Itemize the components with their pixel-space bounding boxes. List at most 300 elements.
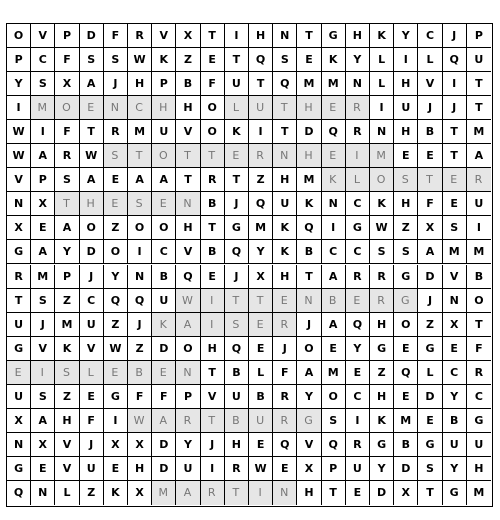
grid-cell: I <box>31 361 55 385</box>
grid-cell: E <box>7 361 31 385</box>
grid-cell: Q <box>346 313 370 337</box>
grid-cell: L <box>370 48 394 72</box>
grid-cell: U <box>249 96 273 120</box>
grid-cell: S <box>128 192 152 216</box>
grid-cell: B <box>443 409 467 433</box>
grid-cell: N <box>7 433 31 457</box>
grid-cell: K <box>370 24 394 48</box>
grid-cell: U <box>152 120 176 144</box>
grid-cell: H <box>394 192 418 216</box>
grid-cell: I <box>201 313 225 337</box>
grid-cell: A <box>31 409 55 433</box>
grid-cell: T <box>273 120 297 144</box>
grid-cell: I <box>31 120 55 144</box>
grid-cell: A <box>128 168 152 192</box>
grid-cell: M <box>128 120 152 144</box>
grid-cell: C <box>31 48 55 72</box>
grid-cell: H <box>297 481 321 505</box>
grid-cell: I <box>346 409 370 433</box>
grid-cell: D <box>152 457 176 481</box>
grid-cell: O <box>322 385 346 409</box>
grid-cell: J <box>273 337 297 361</box>
grid-cell: S <box>104 48 128 72</box>
grid-cell: T <box>128 144 152 168</box>
grid-cell: B <box>467 265 491 289</box>
grid-cell: P <box>31 168 55 192</box>
grid-cell: R <box>201 168 225 192</box>
grid-cell: M <box>31 265 55 289</box>
grid-cell: I <box>322 216 346 240</box>
grid-cell: O <box>104 240 128 264</box>
grid-cell: G <box>104 385 128 409</box>
grid-cell: E <box>249 433 273 457</box>
grid-cell: G <box>7 240 31 264</box>
grid-cell: J <box>418 289 442 313</box>
grid-cell: A <box>176 313 200 337</box>
grid-cell: O <box>128 216 152 240</box>
grid-cell: S <box>55 168 79 192</box>
grid-cell: D <box>80 240 104 264</box>
grid-cell: H <box>467 457 491 481</box>
grid-cell: H <box>152 96 176 120</box>
grid-cell: H <box>370 385 394 409</box>
grid-cell: G <box>7 337 31 361</box>
grid-cell: S <box>443 216 467 240</box>
grid-cell: G <box>322 24 346 48</box>
grid-cell: R <box>467 168 491 192</box>
grid-cell: R <box>7 265 31 289</box>
grid-cell: I <box>370 96 394 120</box>
grid-cell: D <box>418 265 442 289</box>
grid-cell: C <box>346 385 370 409</box>
grid-cell: F <box>104 24 128 48</box>
grid-cell: Z <box>418 313 442 337</box>
grid-cell: V <box>31 24 55 48</box>
grid-cell: V <box>31 337 55 361</box>
grid-cell: G <box>370 433 394 457</box>
grid-cell: R <box>225 457 249 481</box>
grid-cell: V <box>7 168 31 192</box>
grid-cell: M <box>55 313 79 337</box>
grid-cell: K <box>55 337 79 361</box>
grid-cell: T <box>418 481 442 505</box>
grid-cell: F <box>55 120 79 144</box>
grid-cell: U <box>394 96 418 120</box>
grid-cell: T <box>225 289 249 313</box>
grid-cell: X <box>104 433 128 457</box>
grid-cell: Q <box>7 481 31 505</box>
grid-cell: I <box>7 96 31 120</box>
grid-cell: X <box>443 313 467 337</box>
grid-cell: O <box>7 24 31 48</box>
grid-cell: A <box>80 72 104 96</box>
grid-cell: Q <box>273 72 297 96</box>
grid-cell: O <box>394 313 418 337</box>
grid-cell: H <box>370 313 394 337</box>
grid-cell: T <box>249 72 273 96</box>
grid-cell: F <box>128 385 152 409</box>
grid-cell: U <box>467 48 491 72</box>
grid-cell: A <box>31 240 55 264</box>
grid-cell: F <box>273 361 297 385</box>
grid-cell: H <box>273 168 297 192</box>
grid-cell: X <box>176 24 200 48</box>
grid-cell: S <box>394 168 418 192</box>
grid-cell: U <box>80 313 104 337</box>
grid-cell: R <box>346 265 370 289</box>
grid-cell: U <box>467 433 491 457</box>
grid-cell: N <box>176 361 200 385</box>
grid-cell: F <box>55 48 79 72</box>
grid-cell: T <box>443 144 467 168</box>
grid-cell: L <box>249 361 273 385</box>
grid-cell: J <box>201 433 225 457</box>
grid-cell: B <box>201 240 225 264</box>
grid-cell: P <box>55 265 79 289</box>
grid-cell: Z <box>176 48 200 72</box>
grid-cell: C <box>467 385 491 409</box>
grid-cell: H <box>128 72 152 96</box>
grid-cell: K <box>322 48 346 72</box>
grid-cell: E <box>346 289 370 313</box>
grid-cell: E <box>322 144 346 168</box>
grid-cell: K <box>152 48 176 72</box>
grid-cell: C <box>418 24 442 48</box>
grid-cell: V <box>80 337 104 361</box>
grid-cell: E <box>443 337 467 361</box>
grid-cell: T <box>201 144 225 168</box>
grid-cell: X <box>128 481 152 505</box>
grid-cell: S <box>225 313 249 337</box>
grid-cell: W <box>128 48 152 72</box>
grid-cell: E <box>394 144 418 168</box>
grid-cell: V <box>55 433 79 457</box>
grid-cell: N <box>346 72 370 96</box>
grid-cell: N <box>176 192 200 216</box>
grid-cell: U <box>176 457 200 481</box>
grid-cell: N <box>273 144 297 168</box>
grid-cell: T <box>201 361 225 385</box>
grid-cell: F <box>467 337 491 361</box>
grid-cell: G <box>346 216 370 240</box>
grid-cell: S <box>31 385 55 409</box>
grid-cell: Y <box>346 337 370 361</box>
grid-cell: T <box>55 192 79 216</box>
grid-cell: R <box>467 361 491 385</box>
grid-cell: S <box>394 240 418 264</box>
grid-cell: E <box>322 337 346 361</box>
grid-cell: J <box>225 265 249 289</box>
grid-cell: U <box>152 289 176 313</box>
grid-cell: C <box>322 240 346 264</box>
grid-cell: H <box>176 216 200 240</box>
grid-cell: V <box>176 240 200 264</box>
grid-cell: X <box>418 216 442 240</box>
grid-cell: T <box>7 289 31 313</box>
grid-cell: S <box>80 48 104 72</box>
grid-cell: H <box>273 265 297 289</box>
grid-cell: E <box>418 409 442 433</box>
grid-cell: U <box>249 409 273 433</box>
grid-cell: T <box>201 216 225 240</box>
grid-cell: A <box>418 240 442 264</box>
grid-cell: P <box>467 24 491 48</box>
grid-cell: R <box>346 433 370 457</box>
grid-cell: S <box>370 240 394 264</box>
grid-cell: E <box>225 144 249 168</box>
grid-cell: X <box>55 72 79 96</box>
grid-cell: O <box>297 337 321 361</box>
grid-cell: T <box>201 409 225 433</box>
grid-cell: T <box>176 144 200 168</box>
grid-cell: T <box>322 481 346 505</box>
grid-cell: M <box>322 361 346 385</box>
grid-cell: E <box>418 144 442 168</box>
grid-cell: U <box>80 457 104 481</box>
grid-cell: C <box>346 240 370 264</box>
grid-cell: W <box>176 289 200 313</box>
grid-cell: H <box>249 24 273 48</box>
grid-cell: J <box>443 24 467 48</box>
grid-cell: D <box>80 24 104 48</box>
grid-cell: G <box>297 409 321 433</box>
grid-cell: M <box>249 216 273 240</box>
grid-cell: E <box>297 48 321 72</box>
grid-cell: Q <box>394 361 418 385</box>
grid-cell: T <box>225 48 249 72</box>
grid-cell: E <box>201 48 225 72</box>
grid-cell: W <box>80 144 104 168</box>
grid-cell: H <box>55 409 79 433</box>
grid-cell: H <box>297 144 321 168</box>
grid-cell: U <box>7 385 31 409</box>
grid-cell: C <box>80 289 104 313</box>
grid-cell: M <box>322 72 346 96</box>
grid-cell: O <box>201 120 225 144</box>
grid-cell: H <box>201 337 225 361</box>
grid-cell: M <box>152 481 176 505</box>
grid-cell: J <box>418 96 442 120</box>
grid-cell: L <box>225 96 249 120</box>
grid-cell: B <box>128 361 152 385</box>
grid-cell: Y <box>249 240 273 264</box>
grid-cell: F <box>152 385 176 409</box>
grid-cell: H <box>346 24 370 48</box>
grid-cell: C <box>443 361 467 385</box>
grid-cell: X <box>31 433 55 457</box>
grid-cell: M <box>473 486 485 500</box>
grid-cell: T <box>273 96 297 120</box>
grid-cell: Y <box>370 457 394 481</box>
grid-cell: W <box>128 409 152 433</box>
grid-cell: I <box>128 240 152 264</box>
grid-cell: G <box>418 433 442 457</box>
grid-cell: W <box>7 144 31 168</box>
grid-cell: Q <box>249 192 273 216</box>
grid-cell: W <box>7 120 31 144</box>
grid-cell: I <box>249 481 273 505</box>
grid-cell: B <box>225 361 249 385</box>
grid-cell: Q <box>273 433 297 457</box>
grid-cell: D <box>152 337 176 361</box>
grid-cell: H <box>297 96 321 120</box>
grid-cell: J <box>443 96 467 120</box>
grid-cell: C <box>346 192 370 216</box>
grid-cell: Z <box>370 361 394 385</box>
grid-cell: B <box>394 433 418 457</box>
grid-cell: Q <box>443 48 467 72</box>
grid-cell: O <box>201 96 225 120</box>
grid-cell: V <box>176 120 200 144</box>
grid-cell: N <box>273 24 297 48</box>
grid-cell: R <box>176 409 200 433</box>
grid-cell: S <box>322 409 346 433</box>
grid-cell: Z <box>55 385 79 409</box>
grid-cell: E <box>152 361 176 385</box>
grid-cell: Y <box>346 48 370 72</box>
grid-cell: A <box>176 481 200 505</box>
grid-cell: Z <box>104 216 128 240</box>
grid-cell: Q <box>225 240 249 264</box>
grid-cell: B <box>225 409 249 433</box>
grid-cell: Z <box>80 481 104 505</box>
grid-cell: O <box>176 337 200 361</box>
grid-cell: Z <box>55 289 79 313</box>
grid-cell: G <box>467 409 491 433</box>
grid-cell: X <box>7 216 31 240</box>
grid-cell: D <box>370 481 394 505</box>
grid-cell: J <box>80 265 104 289</box>
grid-cell: U <box>273 192 297 216</box>
grid-cell: B <box>249 385 273 409</box>
grid-cell: G <box>370 337 394 361</box>
grid-cell: A <box>467 144 491 168</box>
grid-cell: Q <box>297 216 321 240</box>
grid-cell: G <box>394 265 418 289</box>
grid-cell: V <box>152 24 176 48</box>
grid-cell: J <box>31 313 55 337</box>
grid-cell: O <box>152 144 176 168</box>
grid-cell: G <box>7 457 31 481</box>
grid-cell: U <box>225 72 249 96</box>
grid-cell: D <box>297 120 321 144</box>
grid-cell: B <box>201 192 225 216</box>
grid-cell: Y <box>55 240 79 264</box>
grid-cell: G <box>443 481 467 505</box>
grid-cell: B <box>176 72 200 96</box>
grid-cell: K <box>370 192 394 216</box>
grid-cell: W <box>104 337 128 361</box>
grid-cell: T <box>467 96 491 120</box>
grid-cell: Q <box>104 289 128 313</box>
grid-cell: N <box>31 481 55 505</box>
grid-cell: O <box>370 168 394 192</box>
grid-cell: H <box>128 457 152 481</box>
grid-cell: N <box>322 192 346 216</box>
grid-cell: T <box>297 265 321 289</box>
grid-cell: T <box>443 120 467 144</box>
grid-cell: D <box>152 433 176 457</box>
grid-cell: K <box>152 313 176 337</box>
grid-cell: S <box>31 289 55 313</box>
grid-cell: S <box>418 457 442 481</box>
grid-cell: K <box>104 481 128 505</box>
grid-cell: X <box>31 192 55 216</box>
grid-cell: O <box>80 216 104 240</box>
grid-cell: P <box>176 385 200 409</box>
grid-cell: E <box>80 385 104 409</box>
grid-cell: L <box>418 48 442 72</box>
grid-cell: R <box>55 144 79 168</box>
grid-cell: Y <box>7 72 31 96</box>
grid-cell: F <box>418 192 442 216</box>
grid-cell: T <box>467 72 491 96</box>
grid-cell: A <box>322 265 346 289</box>
grid-cell: S <box>273 48 297 72</box>
grid-cell: L <box>418 361 442 385</box>
grid-cell: W <box>249 457 273 481</box>
grid-cell: Y <box>104 265 128 289</box>
grid-cell: V <box>55 457 79 481</box>
grid-cell: B <box>418 120 442 144</box>
grid-cell: A <box>322 313 346 337</box>
grid-cell: X <box>7 409 31 433</box>
grid-cell: K <box>225 120 249 144</box>
grid-cell: B <box>322 289 346 313</box>
grid-cell: P <box>322 457 346 481</box>
grid-cell: E <box>104 168 128 192</box>
grid-cell: E <box>322 96 346 120</box>
grid-cell: V <box>201 385 225 409</box>
grid-cell: A <box>80 168 104 192</box>
grid-cell: O <box>467 289 491 313</box>
grid-cell: A <box>297 361 321 385</box>
grid-cell: R <box>370 265 394 289</box>
grid-cell: G <box>418 337 442 361</box>
grid-cell: E <box>273 289 297 313</box>
grid-cell: D <box>418 385 442 409</box>
grid-cell: S <box>55 361 79 385</box>
grid-cell: R <box>104 120 128 144</box>
grid-cell: V <box>418 72 442 96</box>
grid-cell: E <box>104 192 128 216</box>
grid-cell: E <box>346 481 370 505</box>
grid-cell: Q <box>225 337 249 361</box>
grid-cell: Z <box>394 216 418 240</box>
grid-cell: R <box>249 144 273 168</box>
grid-cell: Q <box>322 433 346 457</box>
grid-cell: M <box>394 409 418 433</box>
grid-cell: X <box>297 457 321 481</box>
grid-cell: R <box>370 289 394 313</box>
grid-cell: I <box>443 72 467 96</box>
grid-cell: E <box>273 457 297 481</box>
grid-cell: E <box>31 216 55 240</box>
grid-cell: U <box>467 192 491 216</box>
grid-cell: I <box>467 216 491 240</box>
grid-cell: G <box>225 216 249 240</box>
grid-cell: U <box>443 433 467 457</box>
grid-cell: E <box>104 457 128 481</box>
grid-cell: X <box>394 481 418 505</box>
grid-cell: M <box>370 144 394 168</box>
grid-cell: L <box>55 481 79 505</box>
grid-cell: T <box>225 168 249 192</box>
grid-cell: R <box>346 120 370 144</box>
grid-cell: F <box>80 409 104 433</box>
grid-cell: R <box>273 409 297 433</box>
grid-cell: H <box>394 120 418 144</box>
